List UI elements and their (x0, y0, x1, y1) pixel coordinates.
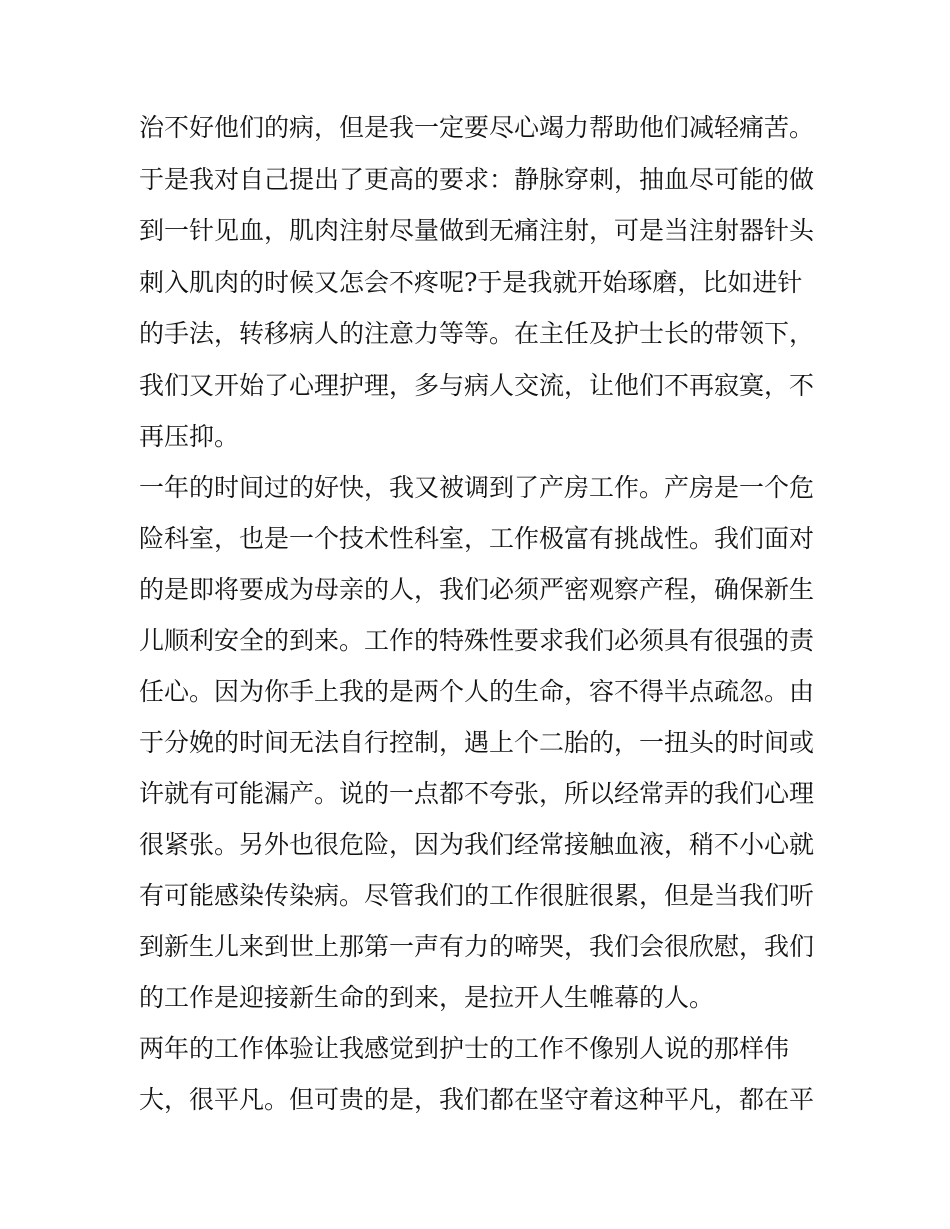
text-line: 一年的时间过的好快，我又被调到了产房工作。产房是一个危 (139, 473, 815, 502)
text-line: 我们又开始了心理护理，多与病人交流，让他们不再寂寞，不 (139, 371, 815, 400)
text-line: 到新生儿来到世上那第一声有力的啼哭，我们会很欣慰，我们 (139, 932, 815, 961)
text-line: 的手法，转移病人的注意力等等。在主任及护士长的带领下， (139, 319, 815, 348)
text-line: 两年的工作体验让我感觉到护士的工作不像别人说的那样伟 (139, 1034, 790, 1063)
text-line: 再压抑。 (139, 422, 240, 451)
text-line: 许就有可能漏产。说的一点都不夸张，所以经常弄的我们心理 (139, 779, 815, 808)
text-line: 到一针见血，肌肉注射尽量做到无痛注射，可是当注射器针头 (139, 216, 815, 245)
text-line: 于分娩的时间无法自行控制，遇上个二胎的，一扭头的时间或 (139, 728, 815, 757)
text-line: 任心。因为你手上我的是两个人的生命，容不得半点疏忽。由 (139, 677, 815, 706)
text-line: 大，很平凡。但可贵的是，我们都在坚守着这种平凡，都在平 (139, 1085, 815, 1114)
text-line: 险科室，也是一个技术性科室，工作极富有挑战性。我们面对 (139, 524, 815, 553)
text-line: 的是即将要成为母亲的人，我们必须严密观察产程，确保新生 (139, 575, 815, 604)
text-line: 于是我对自己提出了更高的要求：静脉穿刺，抽血尽可能的做 (139, 165, 815, 194)
text-line: 儿顺利安全的到来。工作的特殊性要求我们必须具有很强的责 (139, 626, 815, 655)
text-line: 治不好他们的病，但是我一定要尽心竭力帮助他们减轻痛苦。 (139, 113, 815, 142)
text-line: 刺入肌肉的时候又怎会不疼呢?于是我就开始琢磨，比如进针 (139, 268, 803, 297)
text-line: 的工作是迎接新生命的到来，是拉开人生帷幕的人。 (139, 983, 715, 1012)
text-line: 很紧张。另外也很危险，因为我们经常接触血液，稍不小心就 (139, 830, 815, 859)
text-line: 有可能感染传染病。尽管我们的工作很脏很累，但是当我们听 (139, 881, 815, 910)
